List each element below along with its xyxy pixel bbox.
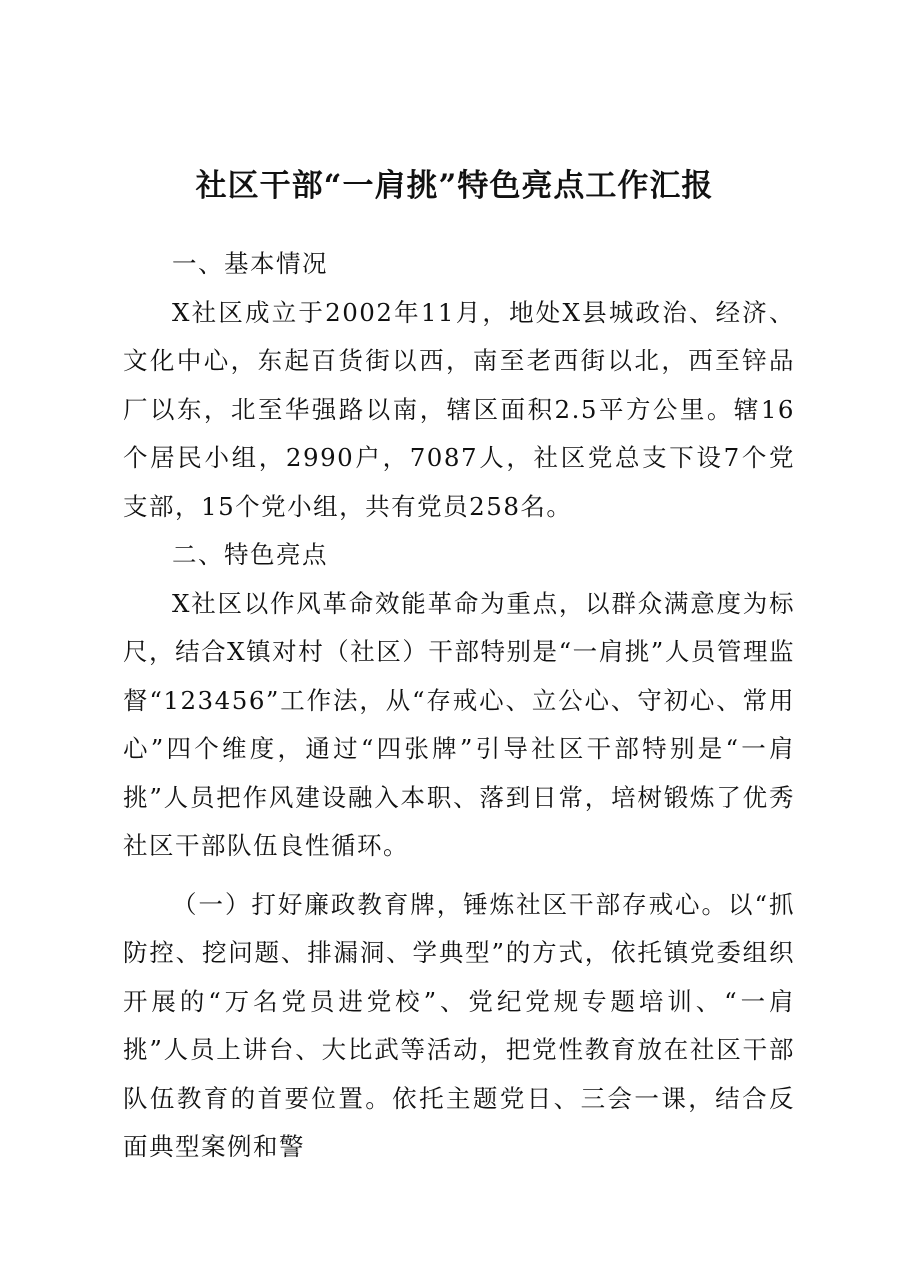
paragraph-basic-info: X社区成立于2002年11月，地处X县城政治、经济、文化中心，东起百货街以西，南至老西街以北，西至锌品厂以东，北至华强路以南，辖区面积2.5平方公里。辖16个居民小组，2990户，7087人，社区党总支下设7个党支部，15个党小组，共有党员258名。 — [123, 297, 795, 521]
paragraph-integrity-education: （一）打好廉政教育牌，锤炼社区干部存戒心。以“抓防控、挖问题、排漏洞、学典型”的方式，依托镇党委组织开展的“万名党员进党校”、党纪党规专题培训、“一肩挑”人员上讲台、大比武等活动，把党性教育放在社区干部队伍教育的首要位置。依托主题党日、三会一课，结合反面典型案例和警 — [123, 889, 795, 1161]
section-heading-highlights: 二、特色亮点 — [172, 540, 328, 569]
document-body — [123, 240, 795, 1172]
paragraph-highlights-intro: X社区以作风革命效能革命为重点，以群众满意度为标尺，结合X镇对村（社区）干部特别是“一肩挑”人员管理监督“123456”工作法，从“存戒心、立公心、守初心、常用心”四个维度，通过“四张牌”引导社区干部特别是“一肩挑”人员把作风建设融入本职、落到日常，培树锻炼了优秀社区干部队伍良性循环。 — [123, 588, 795, 860]
document-title: 社区干部“一肩挑”特色亮点工作汇报 — [195, 168, 714, 204]
section-heading-basic-info: 一、基本情况 — [172, 249, 328, 278]
